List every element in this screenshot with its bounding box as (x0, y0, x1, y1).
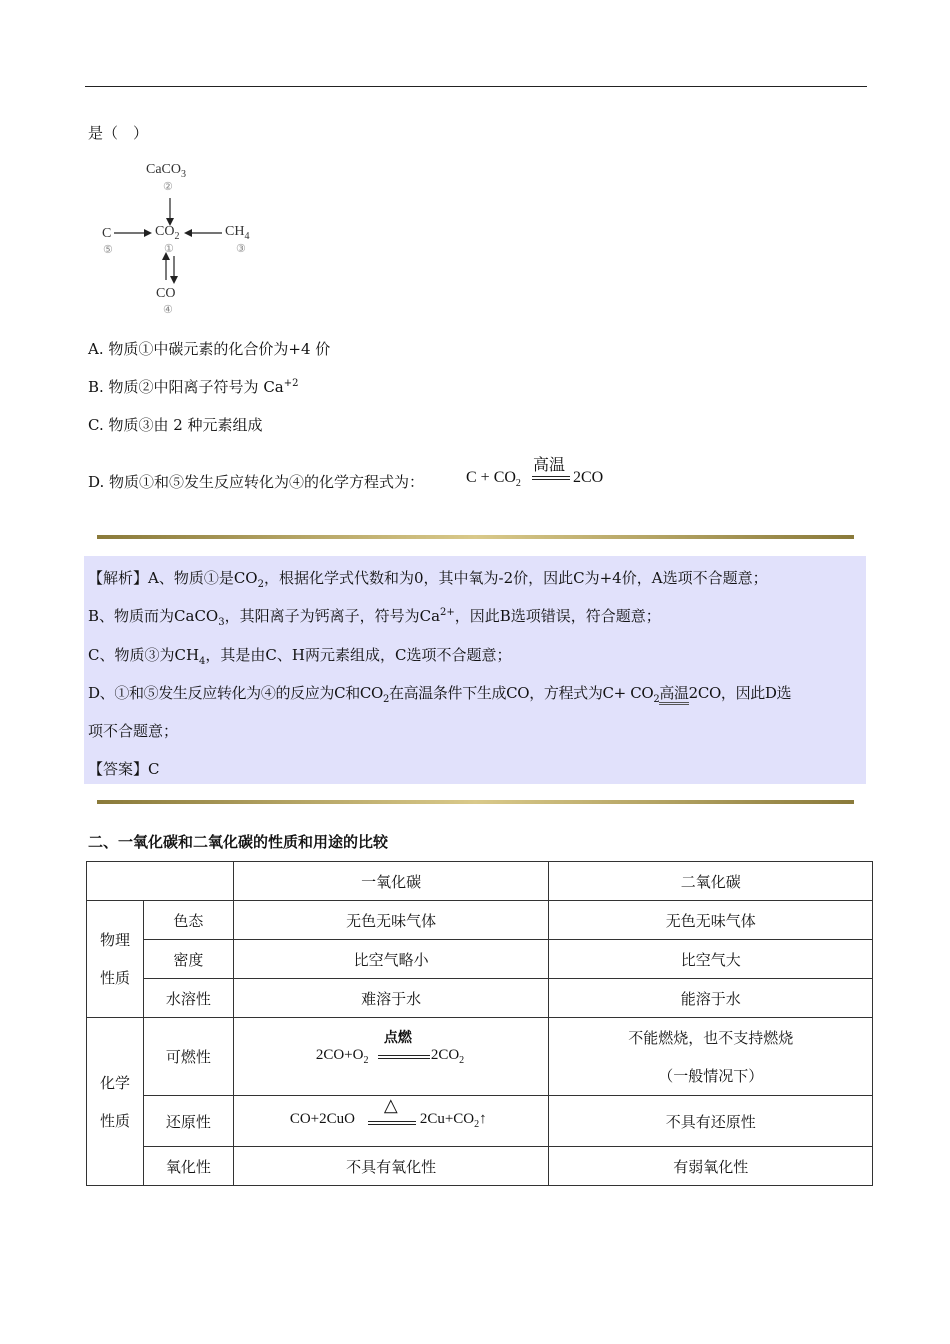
option-a: A. 物质①中碳元素的化合价为+4 价 (88, 340, 331, 358)
comparison-table (86, 861, 873, 1186)
red-eq-double-line (368, 1121, 416, 1125)
cell-solubility-co2: 能溶于水 (549, 979, 873, 1018)
row-label-solubility: 水溶性 (143, 979, 233, 1018)
flam-eq-left: $2CO+O_2$ (315, 1047, 369, 1066)
eq-d-left: $C + CO_2$ (466, 469, 521, 490)
table-row (87, 940, 873, 979)
chemical-properties-label: 化学 性质 (87, 1018, 144, 1186)
header-co: 一氧化碳 (233, 862, 549, 901)
label-4: ④ (163, 304, 173, 316)
flam-eq-double-line (378, 1055, 430, 1059)
cell-flammability-co (233, 1018, 549, 1096)
red-eq-heat-sign: △ (383, 1095, 398, 1115)
flam-eq-right: $2CO_2$ (430, 1047, 465, 1066)
analysis-line-5: 项不合题意； (88, 722, 179, 740)
row-label-oxidation: 氧化性 (143, 1147, 233, 1186)
option-d: D. 物质①和⑤发生反应转化为④的化学方程式为： (88, 473, 425, 491)
cell-reduction-co (233, 1096, 549, 1147)
eq-d-right: 2CO (573, 469, 604, 486)
option-c: C. 物质③由 2 种元素组成 (88, 416, 263, 434)
cell-density-co2: 比空气大 (549, 940, 873, 979)
analysis-line-4: D、①和⑤发生反应转化为④的反应为C和$CO_2$在高温条件下生成CO，方程式为$C+ CO_2$高温2CO，因此D选 (88, 684, 792, 705)
cell-reduction-co2: 不具有还原性 (549, 1096, 873, 1147)
cell-color-co: 无色无味气体 (233, 901, 549, 940)
red-eq-left: CO+2CuO (289, 1111, 355, 1127)
row-label-density: 密度 (143, 940, 233, 979)
ch4-label: $CH_4$ (225, 224, 250, 242)
co2-label: $CO_2$ (155, 224, 180, 242)
caco3-label: CaCO$_3$ (146, 162, 186, 180)
co-label: CO (156, 286, 176, 301)
row-label-flammability: 可燃性 (143, 1018, 233, 1096)
eq-d-condition: 高温 (533, 455, 566, 474)
table-row (87, 1018, 873, 1096)
flam-co2-line-2: （一般情况下） (658, 1066, 764, 1085)
label-1: ① (164, 243, 174, 255)
cell-solubility-co: 难溶于水 (233, 979, 549, 1018)
table-header-row (87, 862, 873, 901)
cell-oxidation-co2: 有弱氧化性 (549, 1147, 873, 1186)
red-eq-right: $2Cu+CO_2↑$ (419, 1111, 487, 1130)
header-empty-cell (87, 862, 234, 901)
table-row (87, 1096, 873, 1147)
label-2: ② (163, 181, 173, 193)
cell-flammability-co2 (549, 1018, 873, 1096)
analysis-box (84, 556, 866, 784)
divider-bottom (97, 800, 854, 804)
header-co2: 二氧化碳 (549, 862, 873, 901)
analysis-line-1: 【解析】A、物质①是$CO_2$，根据化学式代数和为0，其中氧为-2价，因此C为+4价，A选项不合题意； (88, 569, 768, 590)
label-5: ⑤ (103, 244, 113, 256)
question-stem: 是（ ） (88, 124, 149, 142)
label-3: ③ (236, 243, 246, 255)
table-row (87, 1147, 873, 1186)
flam-eq-condition: 点燃 (383, 1030, 412, 1046)
header-rule (85, 86, 867, 87)
divider-top (97, 535, 854, 539)
cell-oxidation-co: 不具有氧化性 (233, 1147, 549, 1186)
cell-color-co2: 无色无味气体 (549, 901, 873, 940)
flam-co2-line-1: 不能燃烧，也不支持燃烧 (628, 1028, 794, 1047)
analysis-eq-condition: 高温 (659, 684, 688, 705)
table-row (87, 901, 873, 940)
row-label-color: 色态 (143, 901, 233, 940)
physical-properties-label: 物理 性质 (87, 901, 144, 1018)
cell-density-co: 比空气略小 (233, 940, 549, 979)
analysis-line-2: B、物质而为CaCO$_3$，其阳离子为钙离子，符号为$Ca^{2+}$，因此B选项错误，符合题意； (88, 607, 661, 628)
answer-line: 【答案】C (88, 760, 160, 778)
eq-d-double-line (532, 476, 570, 480)
analysis-line-3: C、物质③为$CH_4$，其是由C、H两元素组成，C选项不合题意； (88, 646, 512, 667)
c-label: C (102, 226, 112, 241)
table-row (87, 979, 873, 1018)
conversion-diagram (100, 160, 270, 320)
section-title: 二、一氧化碳和二氧化碳的性质和用途的比较 (88, 833, 389, 851)
option-b: B. 物质②中阳离子符号为 $Ca^{+2}$ (88, 378, 299, 396)
row-label-reduction: 还原性 (143, 1096, 233, 1147)
